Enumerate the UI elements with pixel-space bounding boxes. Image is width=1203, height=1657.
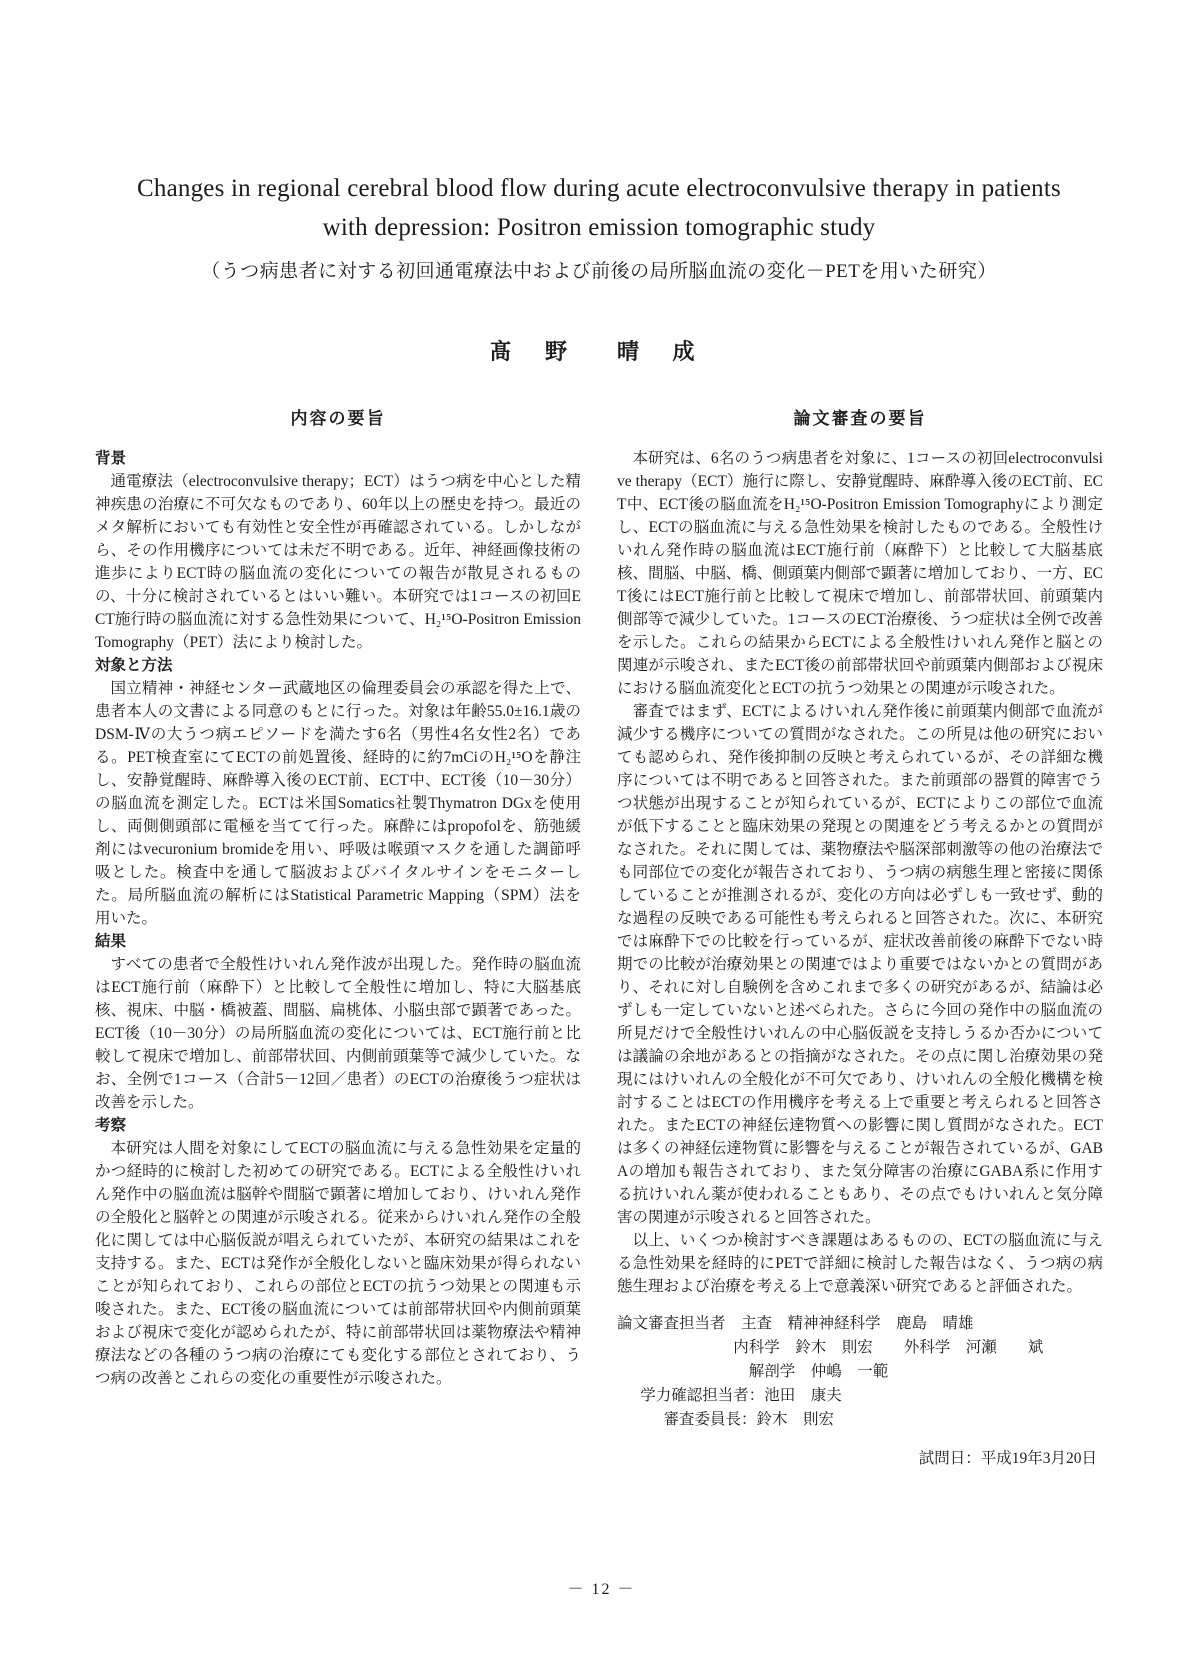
paper-title-japanese: （うつ病患者に対する初回通電療法中および前後の局所脳血流の変化－PETを用いた研究） (201, 260, 997, 282)
section-text-background: 通電療法（electroconvulsive therapy；ECT）はうつ病を中心とした精神疾患の治療に不可欠なものであり、60年以上の歴史を持つ。最近のメタ解析においても有効性と安全性が再確認されている。しかしながら、その作用機序については未だ不明である。近年、神経画像技術の進歩によりECT時の脳血流の変化についての報告が散見されるものの、十分に検討されているとはいい難い。本研究では1コースの初回ECT施行時の脳血流に対する急性効果について、H₂¹⁵O-Positron Emission Tomography（PET）法により検討した。 (95, 472, 581, 651)
paper-title-english: Changes in regional cerebral blood flow during acute electroconvulsive therapy in patients with depression: Positron emission tomographic study (137, 175, 1061, 241)
review-paragraph-1: 本研究は、6名のうつ病患者を対象に、1コースの初回electroconvulsive therapy（ECT）施行に際し、安静覚醒時、麻酔導入後のECT前、ECT中、ECT後の脳血流をH₂¹⁵O-Positron Emission Tomographyにより測定し、ECTの脳血流に与える急性効果を検討したものである。全般性けいれん発作時の脳血流はECT施行前（麻酔下）と比較して大脳基底核、間脳、中脳、橋、側頭葉内側部で顕著に増加しており、一方、ECT後にはECT施行前と比較して視床で増加し、前部帯状回、前頭葉内側部等で減少していた。1コースのECT治療後、うつ症状は全例で改善を示した。これらの結果からECTによる全般性けいれん発作と脳との関連が示唆され、またECT後の前部帯状回や前頭葉内側部および視床における脳血流変化とECTの抗うつ効果との関連が示唆された。 (617, 449, 1103, 697)
review-heading: 論文審査の要旨 (793, 408, 927, 428)
examiner-list (617, 1312, 1103, 1432)
section-text-methods: 国立精神・神経センター武蔵地区の倫理委員会の承認を得た上で、患者本人の文書による同意のもとに行った。対象は年齢55.0±16.1歳のDSM-Ⅳの大うつ病エピソードを満たす6名（男性4名女性2名）である。PET検査室にてECTの前処置後、経時的に約7mCiのH₂¹⁵Oを静注し、安静覚醒時、麻酔導入後のECT前、ECT中、ECT後（10－30分）の脳血流を測定した。ECTは米国Somatics社製Thymatron DGxを使用し、両側側頭部に電極を当てて行った。麻酔にはpropofolを、筋弛緩剤にはvecuronium bromideを用い、呼吸は喉頭マスクを通した調節呼吸とした。検査中を通して脳波およびバイタルサインをモニターした。局所脳血流の解析にはStatistical Parametric Mapping（SPM）法を用いた。 (95, 679, 581, 927)
section-background (95, 447, 581, 654)
author-name: 髙 野 晴 成 (489, 338, 709, 364)
examiner-line-5: 審査委員長：鈴木 則宏 (663, 1410, 835, 1428)
section-text-results: すべての患者で全般性けいれん発作波が出現した。発作時の脳血流はECT施行前（麻酔下）と比較して全般性に増加し、特に大脳基底核、視床、中脳・橋被蓋、間脳、扁桃体、小脳虫部で顕著であった。ECT後（10－30分）の局所脳血流の変化については、ECT施行前と比較して視床で増加し、前部帯状回、内側前頭葉等で減少していた。なお、全例で1コース（合計5－12回／患者）のECTの治療後うつ症状は改善を示した。 (95, 955, 581, 1111)
section-methods (95, 654, 581, 930)
column-abstract (95, 404, 581, 1468)
section-heading-methods: 対象と方法 (95, 656, 173, 674)
examiner-line-2: 内科学 鈴木 則宏 外科学 河瀬 斌 (733, 1338, 1044, 1356)
page-number: － 12 － (567, 1581, 636, 1598)
column-review (617, 404, 1103, 1468)
review-paragraph-3: 以上、いくつか検討すべき課題はあるものの、ECTの脳血流に与える急性効果を経時的にPETで詳細に検討した報告はなく、うつ病の病態生理および治療を考える上で意義深い研究であると評価された。 (617, 1231, 1103, 1295)
two-column-body (95, 404, 1103, 1468)
section-heading-discussion: 考察 (95, 1116, 127, 1134)
section-heading-results: 結果 (95, 932, 127, 950)
review-paragraph-2: 審査ではまず、ECTによるけいれん発作後に前頭葉内側部で血流が減少する機序についての質問がなされた。この所見は他の研究においても認められ、発作後抑制の反映と考えられているが、その詳細な機序については不明であると回答された。また前頭部の器質的障害でうつ状態が出現することが知られているが、ECTによりこの部位で血流が低下することと臨床効果の発現との関連をどう考えるかとの質問がなされた。それに関しては、薬物療法や脳深部刺激等の他の治療法でも同部位での変化が報告されており、うつ病の病態生理と密接に関係していることが推測されるが、変化の方向は必ずしも一致せず、動的な過程の反映である可能性も考えられると回答された。次に、本研究では麻酔下での比較を行っているが、症状改善前後の麻酔下でない時期での比較が治療効果との関連ではより重要ではないかとの質問があり、それに対し自験例を含めこれまで多くの研究があるが、結論は必ずしも一定していないと述べられた。さらに今回の発作中の脳血流の所見だけで全般性けいれんの中心脳仮説を支持しうるか否かについては議論の余地があるとの指摘がなされた。その点に関し治療効果の発現にはけいれんの全般化が不可欠であり、けいれんの全般化機構を検討することはECTの作用機序を考える上で重要と考えられると回答された。またECTの神経伝達物質への影響に関し質問がなされた。ECTは多くの神経伝達物質に影響を与えることが報告されているが、GABAの増加も報告されており、また気分障害の治療にGABA系に作用する抗けいれん薬が使われることもあり、その点でもけいれんと気分障害の関連が示唆されると回答された。 (617, 702, 1103, 1226)
examiner-line-4: 学力確認担当者：池田 康夫 (640, 1386, 842, 1404)
examiner-line-3: 解剖学 仲嶋 一範 (748, 1362, 889, 1380)
section-discussion (95, 1114, 581, 1390)
abstract-heading: 内容の要旨 (290, 408, 386, 428)
section-heading-background: 背景 (95, 449, 127, 467)
section-results (95, 930, 581, 1114)
examination-date: 試問日：平成19年3月20日 (918, 1449, 1097, 1467)
section-text-discussion: 本研究は人間を対象にしてECTの脳血流に与える急性効果を定量的かつ経時的に検討した初めての研究である。ECTによる全般性けいれん発作中の脳血流は脳幹や間脳で顕著に増加しており、けいれん発作の全般化と脳幹との関連が示唆される。従来からけいれん発作の全般化に関しては中心脳仮説が唱えられていたが、本研究の結果はこれを支持する。また、ECTは発作が全般化しないと臨床効果が得られないことが知られており、これらの部位とECTの抗うつ効果との関連も示唆された。また、ECT後の脳血流については前部帯状回や内側前頭葉および視床で変化が認められたが、特に前部帯状回は薬物療法や精神療法などの各種のうつ病の治療にても変化する部位とされており、うつ病の改善とこれらの変化の重要性が示唆された。 (95, 1139, 581, 1387)
examiner-line-1: 論文審査担当者 主査 精神神経科学 鹿島 晴雄 (617, 1314, 974, 1332)
